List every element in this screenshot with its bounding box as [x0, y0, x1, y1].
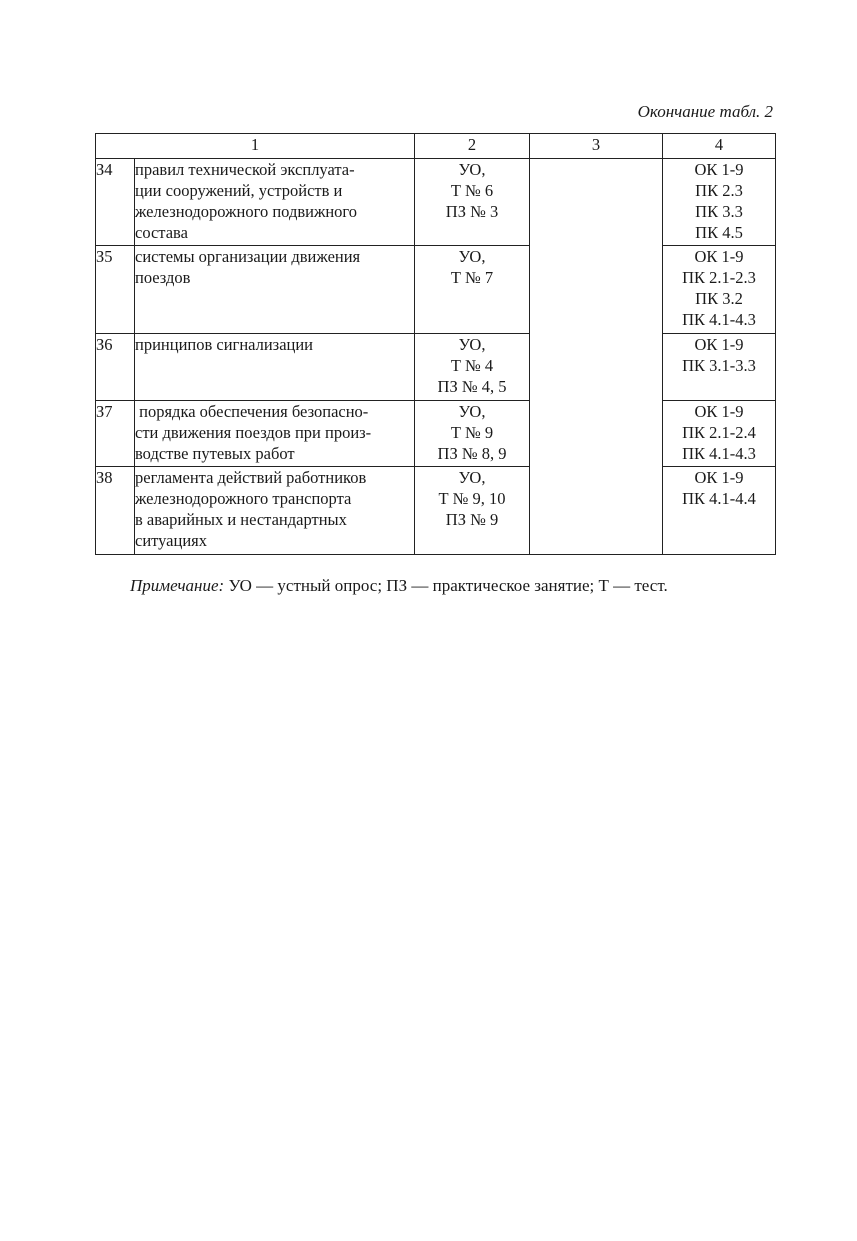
row-competencies: [663, 467, 776, 555]
assessment-table: [95, 133, 776, 555]
row-competencies: [663, 159, 776, 246]
desc-line: регламента действий работников: [135, 468, 367, 487]
row-description: [135, 467, 415, 555]
form-item: УО,: [458, 468, 486, 487]
row-forms: [415, 159, 530, 246]
desc-line: ситуациях: [135, 531, 208, 550]
table-note: [130, 576, 668, 596]
table-row: [96, 467, 776, 555]
row-description: [135, 246, 415, 334]
competency-item: ПК 3.1-3.3: [682, 356, 756, 375]
header-col-1: 1: [96, 134, 415, 159]
form-item: УО,: [458, 160, 486, 179]
competency-item: ПК 4.1-4.4: [682, 489, 756, 508]
table-row: [96, 401, 776, 467]
competency-item: ОК 1-9: [694, 402, 744, 421]
desc-line: железнодорожного транспорта: [135, 489, 352, 508]
header-col-4: 4: [663, 134, 776, 159]
row-competencies: [663, 246, 776, 334]
competency-item: ПК 3.3: [695, 202, 743, 221]
desc-line: поездов: [135, 268, 191, 287]
form-item: Т № 9: [450, 423, 494, 442]
competency-item: ПК 2.3: [695, 181, 743, 200]
header-row: [96, 134, 776, 159]
row-competencies: [663, 334, 776, 401]
desc-line: порядка обеспечения безопасно-: [135, 402, 369, 421]
table-row: [96, 334, 776, 401]
desc-line: ции сооружений, устройств и: [135, 181, 343, 200]
row-description: [135, 401, 415, 467]
row-description: [135, 334, 415, 401]
desc-line: водстве путевых работ: [135, 444, 295, 463]
row-forms: [415, 334, 530, 401]
row-code: З7: [96, 401, 135, 467]
competency-item: ОК 1-9: [694, 335, 744, 354]
header-col-3: 3: [530, 134, 663, 159]
desc-line: принципов сигнализации: [135, 335, 314, 354]
competency-item: ПК 4.1-4.3: [682, 310, 756, 329]
form-item: УО,: [458, 335, 486, 354]
form-item: Т № 6: [450, 181, 494, 200]
competency-item: ОК 1-9: [694, 468, 744, 487]
desc-line: железнодорожного подвижного: [135, 202, 358, 221]
row-code: З4: [96, 159, 135, 246]
row-forms: [415, 467, 530, 555]
form-item: ПЗ № 9: [445, 510, 499, 529]
note-text: УО — устный опрос; ПЗ — практическое занятие; Т — тест.: [224, 576, 668, 595]
desc-line: в аварийных и нестандартных: [135, 510, 347, 529]
merged-col-3: [530, 159, 663, 555]
row-code: З8: [96, 467, 135, 555]
competency-item: ОК 1-9: [694, 160, 744, 179]
desc-line: правил технической эксплуата-: [135, 160, 355, 179]
desc-line: системы организации движения: [135, 247, 361, 266]
row-code: З6: [96, 334, 135, 401]
form-item: ПЗ № 4, 5: [437, 377, 507, 396]
desc-line: сти движения поездов при произ-: [135, 423, 372, 442]
row-code: З5: [96, 246, 135, 334]
table-row: [96, 246, 776, 334]
competency-item: ПК 2.1-2.3: [682, 268, 756, 287]
form-item: ПЗ № 8, 9: [437, 444, 507, 463]
competency-item: ПК 3.2: [695, 289, 743, 308]
row-forms: [415, 246, 530, 334]
row-description: [135, 159, 415, 246]
row-competencies: [663, 401, 776, 467]
form-item: УО,: [458, 402, 486, 421]
form-item: ПЗ № 3: [445, 202, 499, 221]
form-item: Т № 4: [450, 356, 494, 375]
row-forms: [415, 401, 530, 467]
note-label: Примечание:: [130, 576, 225, 595]
desc-line: состава: [135, 223, 188, 242]
form-item: Т № 7: [450, 268, 494, 287]
competency-item: ПК 2.1-2.4: [682, 423, 756, 442]
form-item: Т № 9, 10: [438, 489, 506, 508]
header-col-2: 2: [415, 134, 530, 159]
table-row: [96, 159, 776, 246]
form-item: УО,: [458, 247, 486, 266]
table-caption: Окончание табл. 2: [637, 102, 773, 121]
competency-item: ПК 4.1-4.3: [682, 444, 756, 463]
competency-item: ОК 1-9: [694, 247, 744, 266]
competency-item: ПК 4.5: [695, 223, 743, 242]
